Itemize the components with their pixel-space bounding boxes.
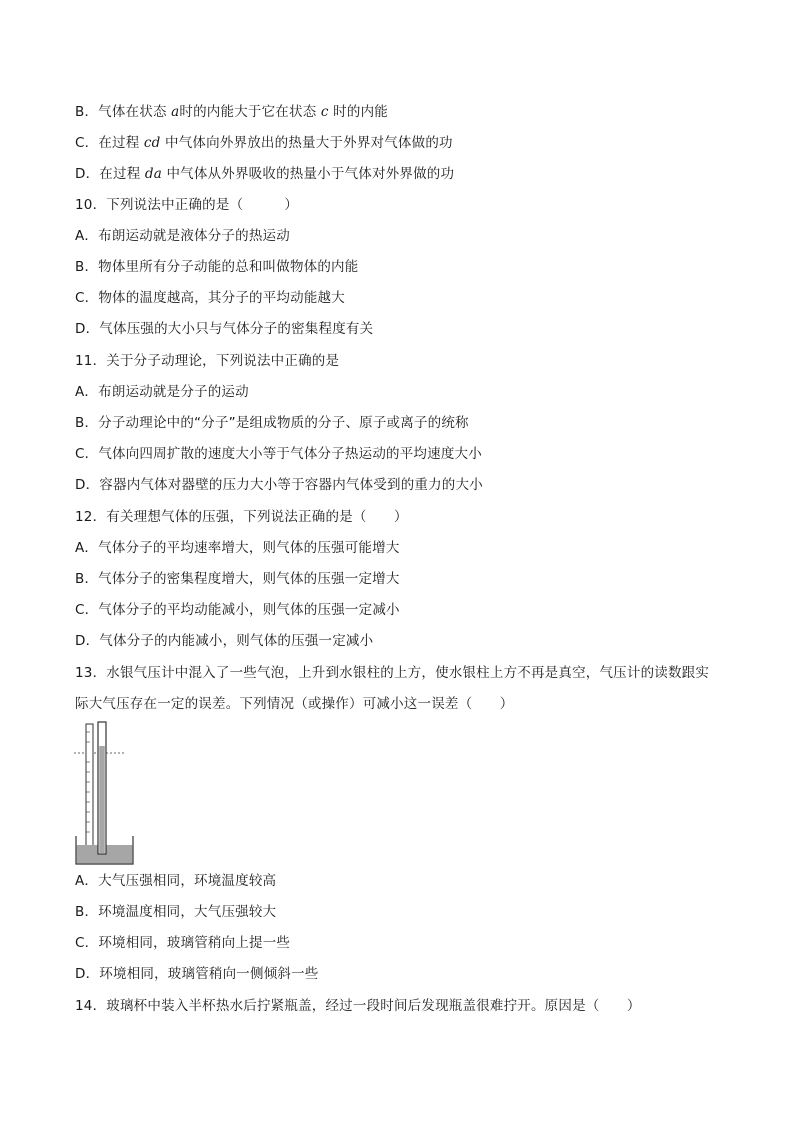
mercury-barometer-figure <box>70 718 140 868</box>
q9-d-var-da: da <box>144 166 162 182</box>
q13-option-d: D．环境相同，玻璃管稍向一侧倾斜一些 <box>75 966 319 982</box>
q12-stem: 12．有关理想气体的压强，下列说法正确的是（ ） <box>75 509 408 525</box>
q11-option-d: D．容器内气体对器壁的压力大小等于容器内气体受到的重力的大小 <box>75 477 483 493</box>
q11-option-b: B．分子动理论中的“分子”是组成物质的分子、原子或离子的统称 <box>75 415 469 431</box>
q13-option-c: C．环境相同，玻璃管稍向上提一些 <box>75 935 291 951</box>
q11-option-a: A．布朗运动就是分子的运动 <box>75 384 249 400</box>
q9-option-c <box>75 134 453 152</box>
scale-ruler <box>86 724 93 850</box>
mercury-column <box>99 746 105 853</box>
q13-stem-line1: 13．水银气压计中混入了一些气泡，上升到水银柱的上方，使水银柱上方不再是真空，气压计的读数跟实 <box>75 665 710 681</box>
q9-b-text-1: B．气体在状态 <box>75 104 172 120</box>
q9-c-var-cd: cd <box>143 135 161 151</box>
q9-c-text-1: C．在过程 <box>75 135 144 151</box>
q11-stem: 11．关于分子动理论，下列说法中正确的是 <box>75 353 340 369</box>
q13-option-b: B．环境温度相同，大气压强较大 <box>75 904 277 920</box>
q9-b-var-a: a <box>171 104 180 120</box>
q12-option-a: A．气体分子的平均速率增大，则气体的压强可能增大 <box>75 540 400 556</box>
q12-option-c: C．气体分子的平均动能减小，则气体的压强一定减小 <box>75 602 400 618</box>
q9-d-text-2: 中气体从外界吸收的热量小于气体对外界做的功 <box>161 166 455 182</box>
q11-option-c: C．气体向四周扩散的速度大小等于气体分子热运动的平均速度大小 <box>75 446 482 462</box>
q14-stem: 14．玻璃杯中装入半杯热水后拧紧瓶盖，经过一段时间后发现瓶盖很难拧开。原因是（ ） <box>75 998 641 1014</box>
q9-b-var-c: c <box>320 104 329 120</box>
q13-stem-line2: 际大气压存在一定的误差。下列情况（或操作）可减小这一误差（ ） <box>75 696 514 712</box>
q9-d-text-1: D．在过程 <box>75 166 145 182</box>
q10-stem: 10．下列说法中正确的是（ ） <box>75 197 299 213</box>
q10-option-b: B．物体里所有分子动能的总和叫做物体的内能 <box>75 259 359 275</box>
q9-b-text-2: 时的内能大于它在状态 <box>179 104 321 120</box>
q9-option-d <box>75 165 454 183</box>
q10-option-d: D．气体压强的大小只与气体分子的密集程度有关 <box>75 321 374 337</box>
q9-c-text-2: 中气体向外界放出的热量大于外界对气体做的功 <box>160 135 453 151</box>
q12-option-b: B．气体分子的密集程度增大，则气体的压强一定增大 <box>75 571 400 587</box>
q12-option-d: D．气体分子的内能减小，则气体的压强一定减小 <box>75 633 374 649</box>
q10-option-c: C．物体的温度越高，其分子的平均动能越大 <box>75 290 345 306</box>
q9-b-text-3: 时的内能 <box>328 104 388 120</box>
q10-option-a: A．布朗运动就是液体分子的热运动 <box>75 228 290 244</box>
q13-option-a: A．大气压强相同，环境温度较高 <box>75 873 277 889</box>
q9-option-b <box>75 103 388 121</box>
mercury-barometer-diagram-icon <box>70 718 140 868</box>
